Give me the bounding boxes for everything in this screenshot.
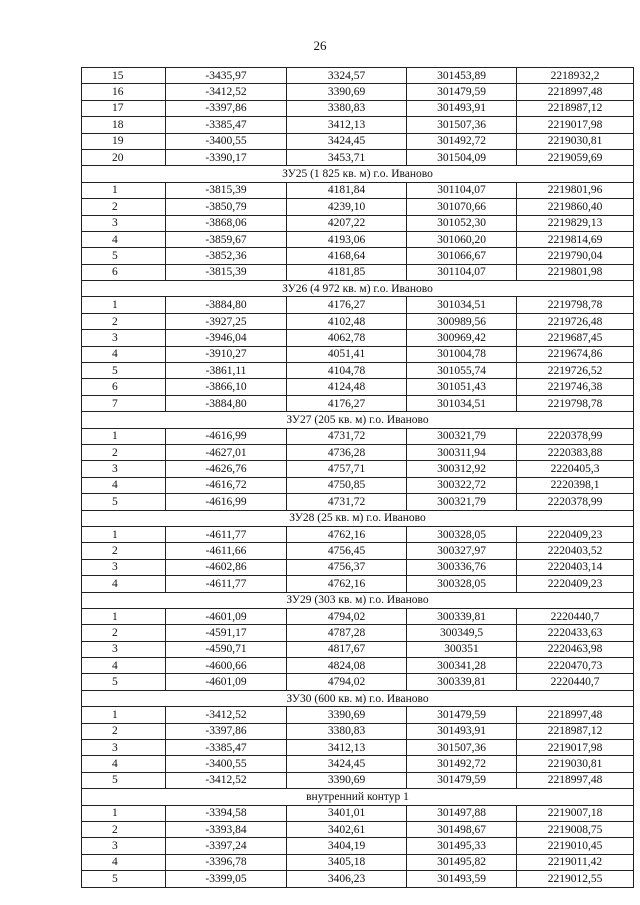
coord-x-cell: -3393,84 <box>166 821 287 837</box>
point-number-cell: 17 <box>82 100 166 116</box>
coord-y-cell: 4102,48 <box>287 313 407 329</box>
coord-x-cell: -3390,17 <box>166 149 287 165</box>
point-number-cell: 1 <box>82 182 166 198</box>
table-row <box>82 559 634 575</box>
table-row <box>82 805 634 821</box>
point-number-cell: 5 <box>82 494 166 510</box>
section-title: ЗУ29 (303 кв. м) г.о. Иваново <box>82 592 634 608</box>
coord-y-msk-cell: 2220409,23 <box>517 576 634 592</box>
table-row <box>82 84 634 100</box>
table-row <box>82 658 634 674</box>
point-number-cell: 4 <box>82 854 166 870</box>
point-number-cell: 19 <box>82 133 166 149</box>
table-row <box>82 756 634 772</box>
coord-x-msk-cell: 301495,33 <box>407 838 517 854</box>
point-number-cell: 2 <box>82 543 166 559</box>
coord-x-msk-cell: 301498,67 <box>407 821 517 837</box>
coord-y-cell: 4787,28 <box>287 625 407 641</box>
coord-y-msk-cell: 2219010,45 <box>517 838 634 854</box>
coord-y-msk-cell: 2219017,98 <box>517 117 634 133</box>
coord-x-msk-cell: 301052,30 <box>407 215 517 231</box>
coord-y-cell: 3412,13 <box>287 117 407 133</box>
coord-x-cell: -3910,27 <box>166 346 287 362</box>
coord-x-msk-cell: 301055,74 <box>407 363 517 379</box>
point-number-cell: 20 <box>82 149 166 165</box>
coord-y-cell: 4817,67 <box>287 641 407 657</box>
coord-x-cell: -3868,06 <box>166 215 287 231</box>
coord-x-cell: -4601,09 <box>166 608 287 624</box>
table-row <box>82 68 634 84</box>
coord-x-msk-cell: 301493,91 <box>407 100 517 116</box>
coord-y-cell: 4794,02 <box>287 674 407 690</box>
coord-y-cell: 4794,02 <box>287 608 407 624</box>
table-row <box>82 248 634 264</box>
coord-x-msk-cell: 301070,66 <box>407 199 517 215</box>
coord-y-msk-cell: 2219798,78 <box>517 297 634 313</box>
coord-x-msk-cell: 301034,51 <box>407 297 517 313</box>
coord-y-msk-cell: 2219746,38 <box>517 379 634 395</box>
coord-y-msk-cell: 2219790,04 <box>517 248 634 264</box>
coord-x-cell: -4616,99 <box>166 428 287 444</box>
table-row <box>82 526 634 542</box>
table-row <box>82 215 634 231</box>
coord-y-cell: 3424,45 <box>287 756 407 772</box>
coord-x-msk-cell: 300336,76 <box>407 559 517 575</box>
coord-y-cell: 4181,84 <box>287 182 407 198</box>
coord-x-msk-cell: 301492,72 <box>407 133 517 149</box>
point-number-cell: 5 <box>82 871 166 887</box>
coord-x-cell: -3884,80 <box>166 395 287 411</box>
point-number-cell: 3 <box>82 215 166 231</box>
coord-y-msk-cell: 2220440,7 <box>517 674 634 690</box>
coord-x-cell: -3435,97 <box>166 68 287 84</box>
coord-x-msk-cell: 300312,92 <box>407 461 517 477</box>
coord-x-cell: -4611,77 <box>166 526 287 542</box>
point-number-cell: 2 <box>82 313 166 329</box>
coord-y-cell: 4757,71 <box>287 461 407 477</box>
section-header-row <box>82 789 634 805</box>
table-row <box>82 608 634 624</box>
coord-x-msk-cell: 301479,59 <box>407 772 517 788</box>
table-row <box>82 231 634 247</box>
point-number-cell: 6 <box>82 379 166 395</box>
coord-y-cell: 4762,16 <box>287 526 407 542</box>
table-row <box>82 707 634 723</box>
point-number-cell: 4 <box>82 477 166 493</box>
coord-x-msk-cell: 300339,81 <box>407 674 517 690</box>
coord-x-msk-cell: 301493,59 <box>407 871 517 887</box>
coord-y-cell: 4750,85 <box>287 477 407 493</box>
point-number-cell: 3 <box>82 330 166 346</box>
section-header-row <box>82 281 634 297</box>
coord-x-cell: -3399,05 <box>166 871 287 887</box>
coord-y-msk-cell: 2220409,23 <box>517 526 634 542</box>
coord-x-msk-cell: 301066,67 <box>407 248 517 264</box>
coord-y-cell: 3390,69 <box>287 772 407 788</box>
section-title: ЗУ27 (205 кв. м) г.о. Иваново <box>82 412 634 428</box>
coord-x-msk-cell: 300321,79 <box>407 494 517 510</box>
coord-x-msk-cell: 301495,82 <box>407 854 517 870</box>
point-number-cell: 5 <box>82 363 166 379</box>
table-row <box>82 182 634 198</box>
coord-x-msk-cell: 300989,56 <box>407 313 517 329</box>
coord-y-cell: 4193,06 <box>287 231 407 247</box>
table-row <box>82 854 634 870</box>
table-row <box>82 100 634 116</box>
point-number-cell: 4 <box>82 756 166 772</box>
coord-y-cell: 4756,45 <box>287 543 407 559</box>
coord-y-msk-cell: 2220440,7 <box>517 608 634 624</box>
coord-y-cell: 3401,01 <box>287 805 407 821</box>
coord-y-msk-cell: 2219726,48 <box>517 313 634 329</box>
coord-y-msk-cell: 2218997,48 <box>517 707 634 723</box>
coord-y-msk-cell: 2219801,96 <box>517 182 634 198</box>
table-row <box>82 395 634 411</box>
coord-y-msk-cell: 2220463,98 <box>517 641 634 657</box>
table-row <box>82 494 634 510</box>
coord-x-cell: -3946,04 <box>166 330 287 346</box>
section-title: ЗУ26 (4 972 кв. м) г.о. Иваново <box>82 281 634 297</box>
coord-x-cell: -3397,86 <box>166 100 287 116</box>
coord-x-cell: -3927,25 <box>166 313 287 329</box>
coord-y-cell: 4124,48 <box>287 379 407 395</box>
coordinates-table <box>81 67 634 888</box>
coord-y-msk-cell: 2219860,40 <box>517 199 634 215</box>
table-row <box>82 821 634 837</box>
coord-y-msk-cell: 2220398,1 <box>517 477 634 493</box>
coordinates-table-body <box>82 68 634 888</box>
coord-y-msk-cell: 2220433,63 <box>517 625 634 641</box>
table-row <box>82 625 634 641</box>
point-number-cell: 2 <box>82 723 166 739</box>
coord-x-msk-cell: 301492,72 <box>407 756 517 772</box>
table-row <box>82 346 634 362</box>
coord-x-msk-cell: 301060,20 <box>407 231 517 247</box>
table-row <box>82 740 634 756</box>
coord-y-msk-cell: 2220378,99 <box>517 428 634 444</box>
coord-x-cell: -4616,72 <box>166 477 287 493</box>
point-number-cell: 16 <box>82 84 166 100</box>
coord-x-msk-cell: 300351 <box>407 641 517 657</box>
point-number-cell: 6 <box>82 264 166 280</box>
coord-x-msk-cell: 300349,5 <box>407 625 517 641</box>
section-title: ЗУ28 (25 кв. м) г.о. Иваново <box>82 510 634 526</box>
coord-y-cell: 3424,45 <box>287 133 407 149</box>
coord-x-cell: -3412,52 <box>166 772 287 788</box>
coord-y-msk-cell: 2220405,3 <box>517 461 634 477</box>
coord-x-msk-cell: 301507,36 <box>407 117 517 133</box>
point-number-cell: 4 <box>82 658 166 674</box>
coord-y-msk-cell: 2218997,48 <box>517 84 634 100</box>
coord-x-cell: -3396,78 <box>166 854 287 870</box>
coord-y-cell: 4756,37 <box>287 559 407 575</box>
coord-y-cell: 3380,83 <box>287 723 407 739</box>
coord-y-msk-cell: 2219801,98 <box>517 264 634 280</box>
coord-y-msk-cell: 2218932,2 <box>517 68 634 84</box>
coord-y-msk-cell: 2219017,98 <box>517 740 634 756</box>
coord-y-msk-cell: 2219829,13 <box>517 215 634 231</box>
coord-x-msk-cell: 301479,59 <box>407 707 517 723</box>
table-row <box>82 477 634 493</box>
coord-x-msk-cell: 301034,51 <box>407 395 517 411</box>
coord-y-cell: 3453,71 <box>287 149 407 165</box>
coord-x-msk-cell: 300311,94 <box>407 444 517 460</box>
coord-x-cell: -4600,66 <box>166 658 287 674</box>
coord-y-cell: 4824,08 <box>287 658 407 674</box>
table-row <box>82 133 634 149</box>
coord-x-cell: -3385,47 <box>166 117 287 133</box>
coord-x-cell: -3884,80 <box>166 297 287 313</box>
table-row <box>82 330 634 346</box>
coord-x-msk-cell: 301479,59 <box>407 84 517 100</box>
point-number-cell: 3 <box>82 740 166 756</box>
point-number-cell: 2 <box>82 199 166 215</box>
coord-y-msk-cell: 2220383,88 <box>517 444 634 460</box>
coord-y-cell: 3402,61 <box>287 821 407 837</box>
coord-y-msk-cell: 2218987,12 <box>517 723 634 739</box>
coord-y-msk-cell: 2219012,55 <box>517 871 634 887</box>
table-row <box>82 838 634 854</box>
coord-x-cell: -3861,11 <box>166 363 287 379</box>
coord-x-msk-cell: 301497,88 <box>407 805 517 821</box>
coord-x-msk-cell: 301504,09 <box>407 149 517 165</box>
coord-x-cell: -4602,86 <box>166 559 287 575</box>
point-number-cell: 4 <box>82 576 166 592</box>
coord-x-cell: -4591,17 <box>166 625 287 641</box>
coord-x-msk-cell: 301104,07 <box>407 264 517 280</box>
table-row <box>82 428 634 444</box>
coord-x-msk-cell: 301004,78 <box>407 346 517 362</box>
point-number-cell: 1 <box>82 428 166 444</box>
coord-y-msk-cell: 2219007,18 <box>517 805 634 821</box>
coord-y-msk-cell: 2219030,81 <box>517 756 634 772</box>
coord-y-cell: 4731,72 <box>287 494 407 510</box>
table-row <box>82 199 634 215</box>
coord-x-msk-cell: 300969,42 <box>407 330 517 346</box>
point-number-cell: 3 <box>82 838 166 854</box>
table-row <box>82 379 634 395</box>
point-number-cell: 3 <box>82 559 166 575</box>
coord-y-cell: 3406,23 <box>287 871 407 887</box>
coord-x-cell: -3412,52 <box>166 84 287 100</box>
coord-y-msk-cell: 2220403,52 <box>517 543 634 559</box>
coord-y-msk-cell: 2219008,75 <box>517 821 634 837</box>
coord-x-msk-cell: 300328,05 <box>407 526 517 542</box>
coord-x-cell: -3394,58 <box>166 805 287 821</box>
coord-y-msk-cell: 2220470,73 <box>517 658 634 674</box>
page-number: 26 <box>313 38 327 53</box>
point-number-cell: 1 <box>82 297 166 313</box>
coord-y-cell: 4736,28 <box>287 444 407 460</box>
point-number-cell: 1 <box>82 707 166 723</box>
coord-y-msk-cell: 2220378,99 <box>517 494 634 510</box>
coord-x-msk-cell: 301493,91 <box>407 723 517 739</box>
section-header-row <box>82 690 634 706</box>
table-row <box>82 264 634 280</box>
table-row <box>82 117 634 133</box>
point-number-cell: 4 <box>82 346 166 362</box>
coord-x-msk-cell: 300341,28 <box>407 658 517 674</box>
coord-x-msk-cell: 301507,36 <box>407 740 517 756</box>
coord-y-cell: 4104,78 <box>287 363 407 379</box>
coord-x-cell: -3866,10 <box>166 379 287 395</box>
coord-x-msk-cell: 300327,97 <box>407 543 517 559</box>
point-number-cell: 4 <box>82 231 166 247</box>
point-number-cell: 7 <box>82 395 166 411</box>
table-row <box>82 723 634 739</box>
point-number-cell: 1 <box>82 608 166 624</box>
coord-y-msk-cell: 2218997,48 <box>517 772 634 788</box>
point-number-cell: 15 <box>82 68 166 84</box>
coord-y-msk-cell: 2219030,81 <box>517 133 634 149</box>
point-number-cell: 1 <box>82 526 166 542</box>
table-row <box>82 674 634 690</box>
table-row <box>82 871 634 887</box>
coord-y-msk-cell: 2218987,12 <box>517 100 634 116</box>
coord-y-msk-cell: 2219059,69 <box>517 149 634 165</box>
point-number-cell: 3 <box>82 641 166 657</box>
coord-x-cell: -4611,77 <box>166 576 287 592</box>
table-row <box>82 543 634 559</box>
point-number-cell: 1 <box>82 805 166 821</box>
table-row <box>82 149 634 165</box>
point-number-cell: 2 <box>82 444 166 460</box>
coord-y-msk-cell: 2219798,78 <box>517 395 634 411</box>
coord-y-msk-cell: 2219814,69 <box>517 231 634 247</box>
coord-x-cell: -3815,39 <box>166 182 287 198</box>
coord-x-msk-cell: 301051,43 <box>407 379 517 395</box>
table-row <box>82 313 634 329</box>
coord-y-cell: 4062,78 <box>287 330 407 346</box>
section-header-row <box>82 166 634 182</box>
coord-x-cell: -3397,86 <box>166 723 287 739</box>
coord-x-cell: -4590,71 <box>166 641 287 657</box>
coord-y-cell: 4762,16 <box>287 576 407 592</box>
coord-x-cell: -3385,47 <box>166 740 287 756</box>
coord-x-cell: -4611,66 <box>166 543 287 559</box>
coord-x-cell: -4616,99 <box>166 494 287 510</box>
point-number-cell: 3 <box>82 461 166 477</box>
table-row <box>82 772 634 788</box>
table-row <box>82 576 634 592</box>
coord-y-cell: 4176,27 <box>287 395 407 411</box>
table-row <box>82 363 634 379</box>
coord-x-cell: -3400,55 <box>166 133 287 149</box>
coord-x-msk-cell: 300328,05 <box>407 576 517 592</box>
coord-y-msk-cell: 2219726,52 <box>517 363 634 379</box>
coord-x-cell: -4626,76 <box>166 461 287 477</box>
coord-x-cell: -3397,24 <box>166 838 287 854</box>
coord-y-cell: 4239,10 <box>287 199 407 215</box>
table-row <box>82 297 634 313</box>
coord-x-cell: -3815,39 <box>166 264 287 280</box>
coord-y-msk-cell: 2220403,14 <box>517 559 634 575</box>
table-row <box>82 461 634 477</box>
coord-y-msk-cell: 2219674,86 <box>517 346 634 362</box>
coord-y-cell: 3390,69 <box>287 707 407 723</box>
coord-y-cell: 4731,72 <box>287 428 407 444</box>
coord-y-cell: 4168,64 <box>287 248 407 264</box>
coord-y-cell: 3405,18 <box>287 854 407 870</box>
coord-x-msk-cell: 300321,79 <box>407 428 517 444</box>
point-number-cell: 5 <box>82 772 166 788</box>
coord-x-msk-cell: 301453,89 <box>407 68 517 84</box>
point-number-cell: 18 <box>82 117 166 133</box>
coord-x-cell: -4627,01 <box>166 444 287 460</box>
section-header-row <box>82 510 634 526</box>
section-title: внутренний контур 1 <box>82 789 634 805</box>
coord-x-msk-cell: 300339,81 <box>407 608 517 624</box>
point-number-cell: 2 <box>82 625 166 641</box>
coord-x-cell: -3400,55 <box>166 756 287 772</box>
coord-y-msk-cell: 2219687,45 <box>517 330 634 346</box>
coord-x-msk-cell: 301104,07 <box>407 182 517 198</box>
coord-y-msk-cell: 2219011,42 <box>517 854 634 870</box>
coord-y-cell: 4181,85 <box>287 264 407 280</box>
coord-x-cell: -3850,79 <box>166 199 287 215</box>
point-number-cell: 5 <box>82 248 166 264</box>
coord-y-cell: 4176,27 <box>287 297 407 313</box>
coord-x-cell: -3412,52 <box>166 707 287 723</box>
table-row <box>82 641 634 657</box>
point-number-cell: 5 <box>82 674 166 690</box>
point-number-cell: 2 <box>82 821 166 837</box>
coord-y-cell: 3390,69 <box>287 84 407 100</box>
coord-x-msk-cell: 300322,72 <box>407 477 517 493</box>
coord-x-cell: -3852,36 <box>166 248 287 264</box>
section-title: ЗУ30 (600 кв. м) г.о. Иваново <box>82 690 634 706</box>
section-header-row <box>82 412 634 428</box>
coord-y-cell: 3380,83 <box>287 100 407 116</box>
coord-x-cell: -3859,67 <box>166 231 287 247</box>
coord-x-cell: -4601,09 <box>166 674 287 690</box>
coord-y-cell: 3404,19 <box>287 838 407 854</box>
coord-y-cell: 3324,57 <box>287 68 407 84</box>
coord-y-cell: 4207,22 <box>287 215 407 231</box>
coord-y-cell: 3412,13 <box>287 740 407 756</box>
coord-y-cell: 4051,41 <box>287 346 407 362</box>
table-row <box>82 444 634 460</box>
section-header-row <box>82 592 634 608</box>
section-title: ЗУ25 (1 825 кв. м) г.о. Иваново <box>82 166 634 182</box>
